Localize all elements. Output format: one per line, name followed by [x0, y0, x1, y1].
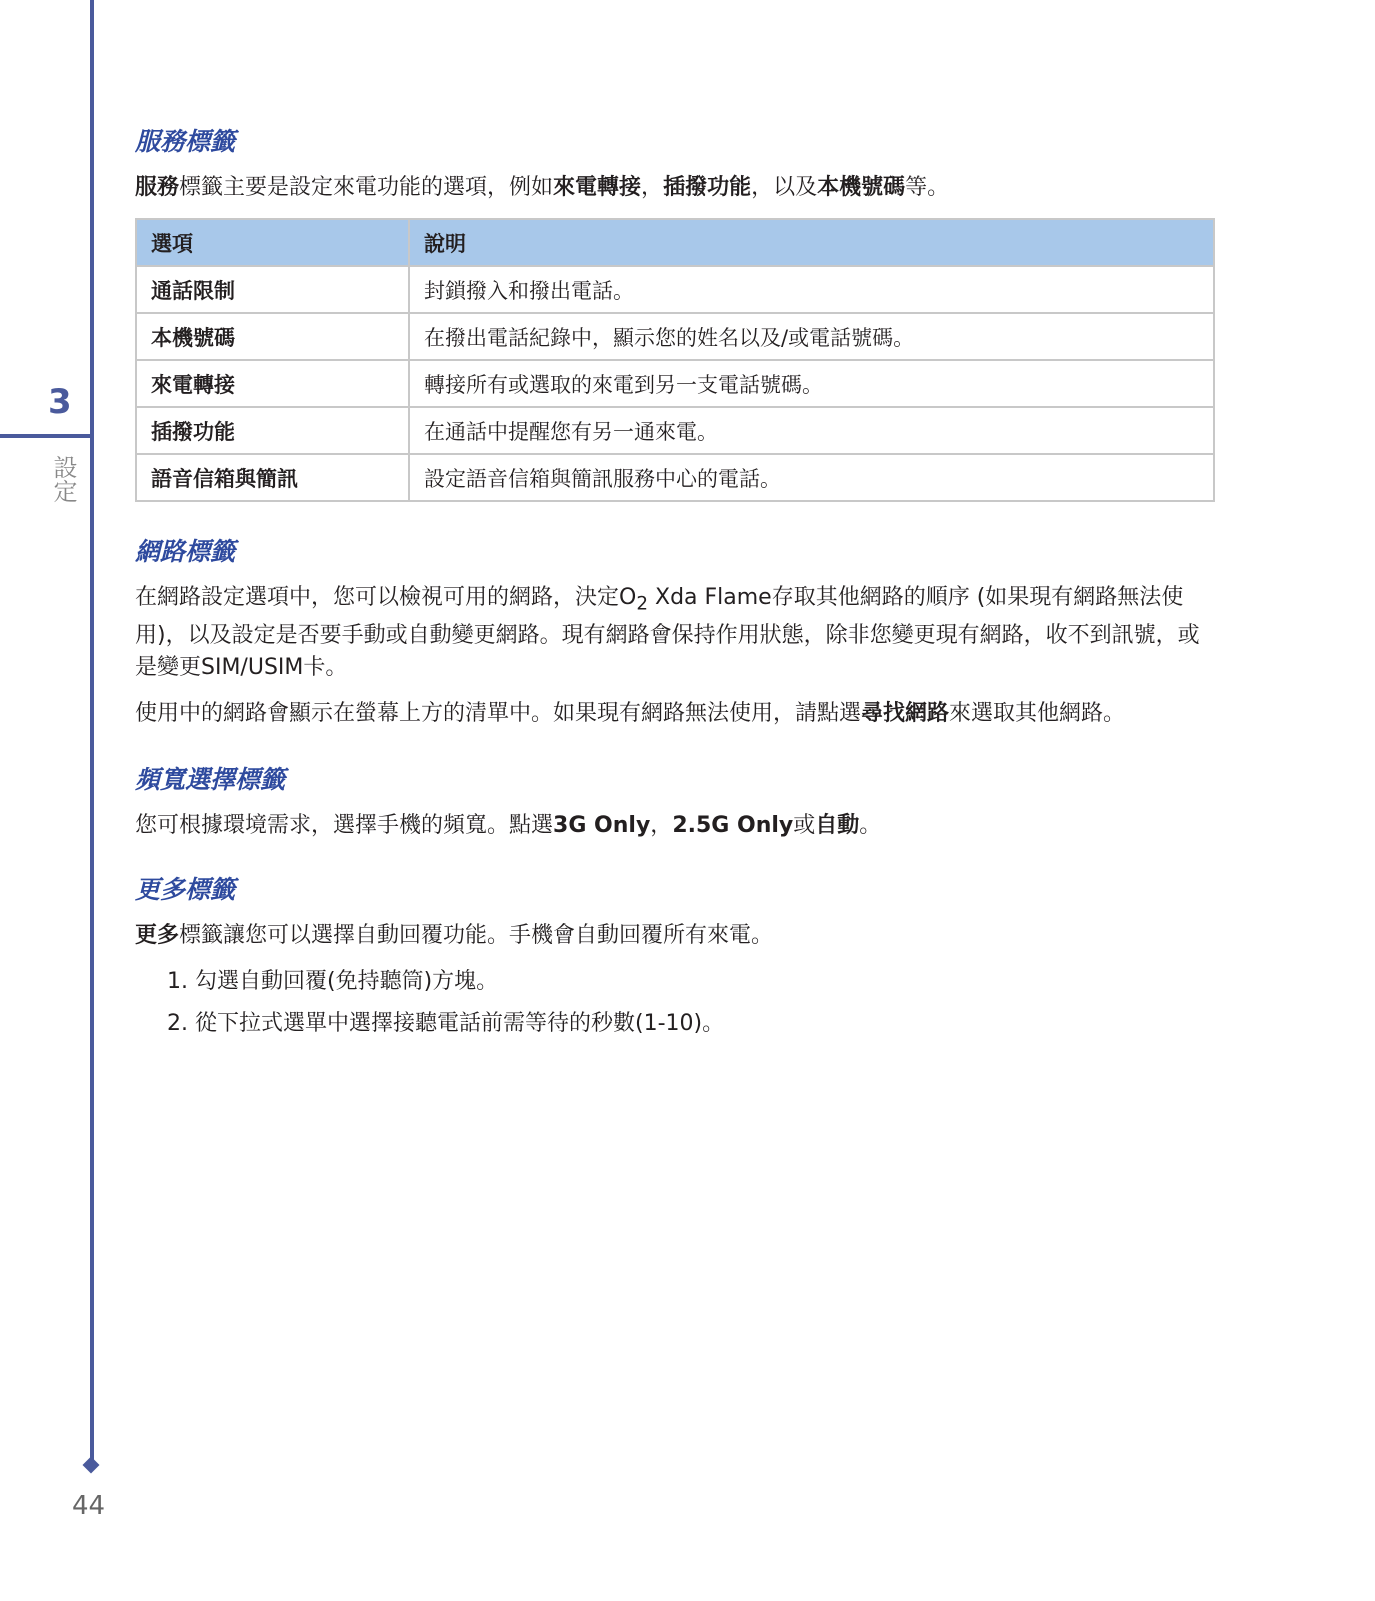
more-paragraph	[135, 920, 1215, 952]
text-segment: 標籤主要是設定來電功能的選項，例如	[179, 175, 554, 200]
option-name: 插撥功能	[137, 408, 408, 453]
bold-term: 來電轉接	[553, 175, 642, 200]
table-row	[137, 267, 1213, 312]
text-segment: 在網路設定選項中，您可以檢視可用的網路，決定O	[135, 585, 637, 610]
option-description: 設定語音信箱與簡訊服務中心的電話。	[410, 455, 1213, 500]
option-name: 語音信箱與簡訊	[137, 455, 408, 500]
text-segment: ，以及	[751, 175, 818, 200]
bold-term: 自動	[815, 813, 860, 839]
bold-term: 本機號碼	[817, 175, 906, 200]
network-paragraph-2	[135, 698, 1215, 730]
option-description: 在通話中提醒您有另一通來電。	[410, 408, 1213, 453]
bold-term: 2.5G Only	[672, 813, 794, 839]
text-segment: 您可根據環境需求，選擇手機的頻寬。點選	[135, 813, 554, 839]
chapter-label: 設定	[49, 455, 77, 503]
page-content	[135, 122, 1215, 1050]
option-description: 在撥出電話紀錄中，顯示您的姓名以及/或電話號碼。	[410, 314, 1213, 359]
text-segment: ，	[650, 813, 673, 839]
diamond-icon	[83, 1457, 100, 1474]
option-description: 轉接所有或選取的來電到另一支電話號碼。	[410, 361, 1213, 406]
option-name: 本機號碼	[137, 314, 408, 359]
margin-rule	[90, 0, 94, 1460]
network-tab-heading: 網路標籤	[135, 537, 236, 566]
service-tab-heading: 服務標籤	[135, 127, 236, 156]
list-item: 2. 從下拉式選單中選擇接聽電話前需等待的秒數(1-10)。	[167, 1011, 725, 1037]
table-row	[137, 408, 1213, 453]
text-segment: 或	[793, 813, 816, 839]
more-tab-heading: 更多標籤	[135, 875, 236, 905]
service-intro	[135, 172, 1215, 204]
table-row	[137, 361, 1213, 406]
table-row	[137, 455, 1213, 500]
bold-term: 插撥功能	[663, 175, 752, 200]
text-segment: Xda Flame存取其他網路的順序 (如果現有網路無法使用)，以及設定是否要手動或自動變更網路。現有網路會保持作用狀態，除非您變更現有網路，收不到訊號，或是變更SIM/USIM卡。	[135, 585, 1200, 681]
network-paragraph-1	[135, 582, 1215, 684]
option-description: 封鎖撥入和撥出電話。	[410, 267, 1213, 312]
bold-term: 更多	[135, 923, 180, 949]
bold-term: 尋找網路	[861, 701, 950, 727]
text-segment: 等。	[905, 175, 950, 200]
page-number: 44	[72, 1491, 106, 1521]
chapter-number: 3	[48, 382, 72, 422]
table-header-row	[137, 220, 1213, 265]
option-name: 來電轉接	[137, 361, 408, 406]
text-segment: ，	[641, 175, 664, 200]
band-paragraph	[135, 810, 1215, 842]
text-segment: 標籤讓您可以選擇自動回覆功能。手機會自動回覆所有來電。	[179, 923, 774, 949]
table-row	[137, 314, 1213, 359]
text-segment: 。	[859, 813, 882, 839]
list-item: 1. 勾選自動回覆(免持聽筒)方塊。	[167, 969, 499, 995]
option-name: 通話限制	[137, 267, 408, 312]
text-segment: 使用中的網路會顯示在螢幕上方的清單中。如果現有網路無法使用，請點選	[135, 701, 862, 727]
options-table	[135, 218, 1215, 502]
header-description: 說明	[410, 220, 1213, 265]
bold-term: 服務	[135, 175, 180, 200]
text-segment: 來選取其他網路。	[949, 701, 1126, 727]
steps-list	[167, 966, 1215, 1040]
header-option: 選項	[137, 220, 408, 265]
band-tab-heading: 頻寬選擇標籤	[135, 765, 286, 795]
bold-term: 3G Only	[553, 813, 651, 839]
chapter-marker	[0, 434, 92, 438]
subscript: 2	[636, 593, 648, 615]
